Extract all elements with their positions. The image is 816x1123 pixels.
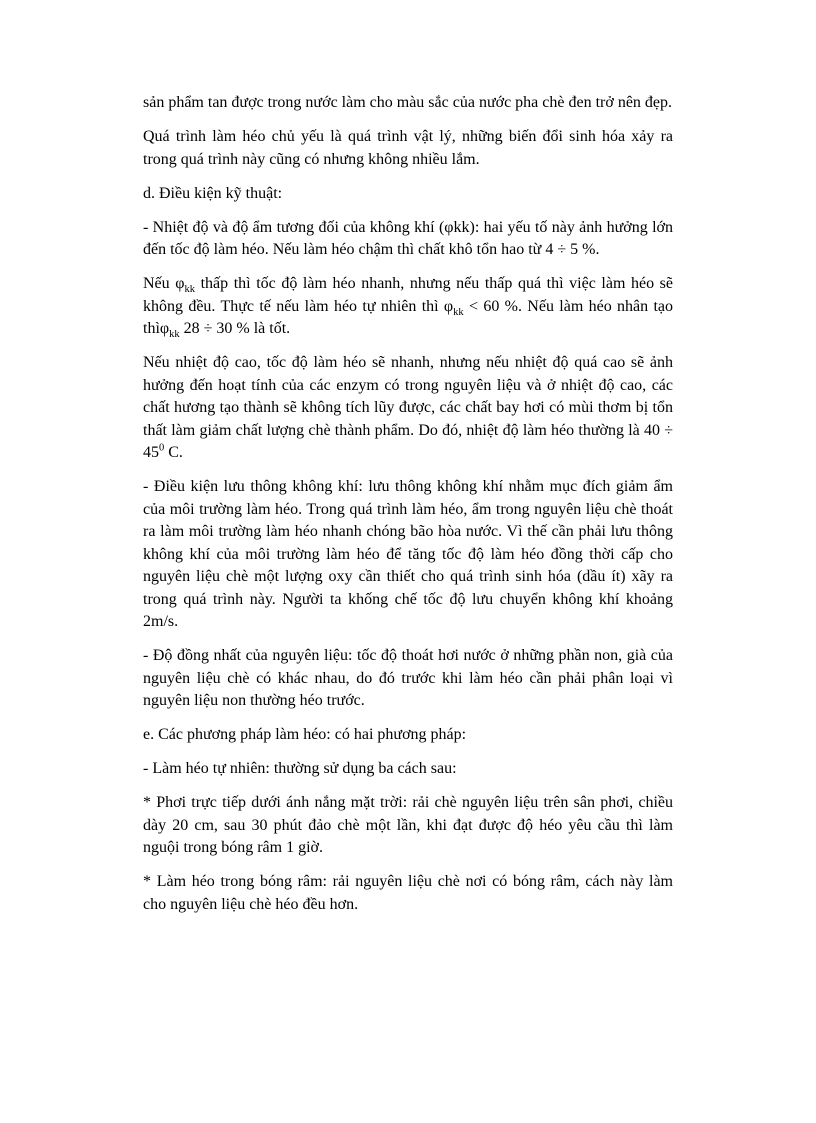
- text-run: C.: [164, 444, 183, 461]
- section-heading-d: d. Điều kiện kỹ thuật:: [143, 184, 283, 202]
- subscript-kk: kk: [453, 306, 464, 318]
- text-run: Nếu nhiệt độ cao, tốc độ làm héo sẽ nhanh, nhưng nếu nhiệt độ quá cao sẽ ảnh hưởng đến hoạt tính của các enzym có trong nguyên liệu và ở nhiệt độ cao, các chất hương tạo thành sẽ không tích lũy được, các chất bay hơi có mùi thơm bị tổn thất làm giảm chất lượng chè thành phẩm. Do đó, nhiệt độ làm héo thường là 40 ÷ 45: [143, 354, 673, 461]
- superscript-degree: 0: [159, 442, 165, 454]
- subscript-kk: kk: [169, 329, 180, 341]
- paragraph-uniformity: - Độ đồng nhất của nguyên liệu: tốc độ thoát hơi nước ở những phần non, già của nguyên liệu chè có khác nhau, do đó trước khi làm héo cần phải phân loại vì nguyên liệu non thường héo trước.: [143, 647, 673, 709]
- paragraph-natural-withering: - Làm héo tự nhiên: thường sử dụng ba cách sau:: [143, 760, 457, 777]
- subscript-kk: kk: [184, 284, 195, 296]
- paragraph-temperature-humidity: - Nhiệt độ và độ ẩm tương đối của không khí (φkk): hai yếu tố này ảnh hưởng lớn đến tốc độ làm héo. Nếu làm héo chậm thì chất khô tổn hao từ 4 ÷ 5 %.: [143, 218, 673, 258]
- text-run: thấp thì tốc độ làm héo nhanh, nhưng nếu thấp quá thì việc làm héo sẽ không đều. Thực tế nếu làm héo tự nhiên thì φ: [143, 275, 674, 315]
- paragraph-shade-withering: * Làm héo trong bóng râm: rải nguyên liệu chè nơi có bóng râm, cách này làm cho nguyên liệu chè héo đều hơn.: [143, 873, 673, 913]
- document-page: [143, 92, 673, 928]
- text-run: 28 ÷ 30 % là tốt.: [179, 320, 291, 337]
- paragraph-sun-drying: * Phơi trực tiếp dưới ánh nắng mặt trời: rải chè nguyên liệu trên sân phơi, chiều dày 20 cm, sau 30 phút đảo chè một lần, khi đạt được độ héo yêu cầu thì làm nguội trong bóng râm 1 giờ.: [143, 794, 673, 856]
- paragraph-2: Quá trình làm héo chủ yếu là quá trình vật lý, những biến đổi sinh hóa xảy ra trong quá trình này cũng có nhưng không nhiều lắm.: [143, 128, 673, 168]
- paragraph-1: sản phẩm tan được trong nước làm cho màu sắc của nước pha chè đen trở nên đẹp.: [143, 94, 673, 111]
- paragraph-air-circulation: - Điều kiện lưu thông không khí: lưu thông không khí nhằm mục đích giảm ẩm của môi trường làm héo. Trong quá trình làm héo, ẩm trong nguyên liệu chè thoát ra làm môi trường làm héo nhanh chóng bão hòa nước. Vì thế cần phải lưu thông không khí của môi trường làm héo để tăng tốc độ làm héo đồng thời cấp cho nguyên liệu chè một lượng oxy cần thiết cho quá trình sinh hóa (dầu ít) xãy ra trong quá trình này. Người ta khống chế tốc độ lưu chuyển không khí khoảng 2m/s.: [143, 478, 673, 630]
- paragraph-humidity-phi: [143, 273, 673, 341]
- text-run: Nếu φ: [143, 275, 185, 292]
- section-heading-e: e. Các phương pháp làm héo: có hai phương pháp:: [143, 726, 467, 743]
- text-run: < 60 %. Nếu làm héo nhân tạo thìφ: [143, 297, 674, 337]
- paragraph-temperature: [143, 352, 673, 465]
